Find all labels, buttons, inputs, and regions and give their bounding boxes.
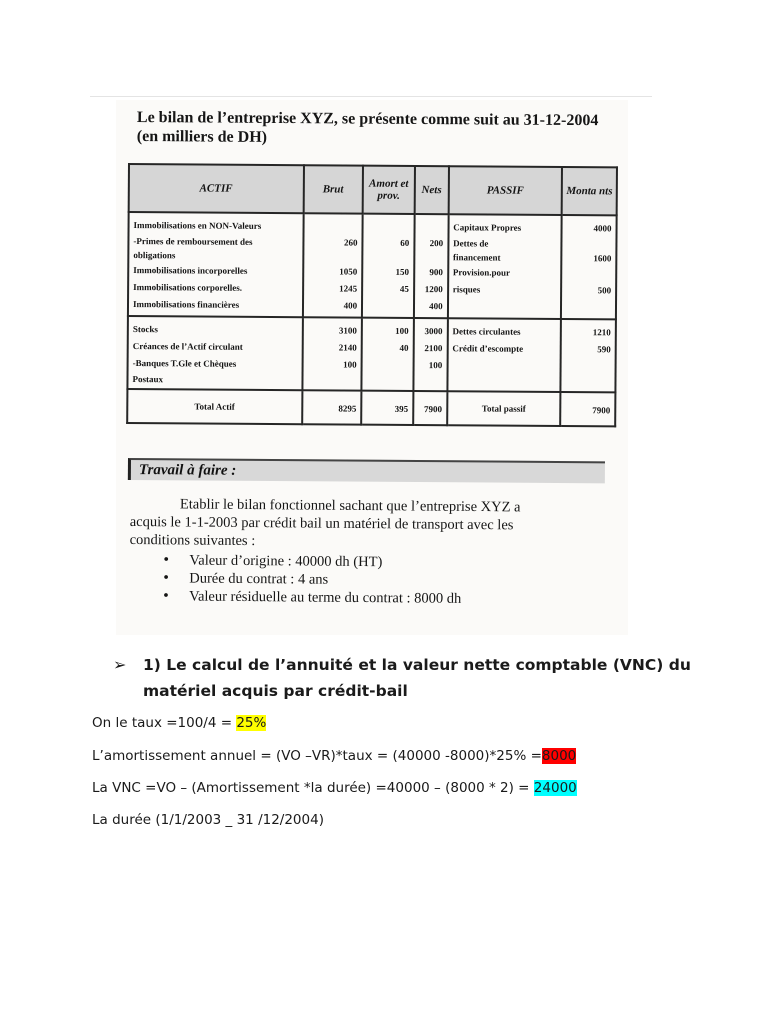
passif-label [452,357,556,375]
amort-value: 45 [399,283,409,294]
passif-label [453,298,557,316]
actif-label: Immobilisations financières [132,299,240,310]
passif-cell [447,318,561,392]
amort-cell [361,318,413,391]
arrow-bullet-icon: ➢ [113,655,127,674]
travail-heading-bar [128,458,605,483]
list-item: • Valeur résiduelle au terme du contrat : 8000 dh [189,588,619,610]
header-nets: Nets [414,166,448,214]
total-montants: 7900 [560,392,615,426]
montant-value: 4000 [593,223,612,234]
actif-label: Postaux [132,374,164,385]
amort-value [365,357,409,374]
actif-label: -Primes de remboursement des [133,236,253,247]
actif-label: obligations [133,250,176,261]
nets-value [417,250,443,264]
highlight-taux: 25% [236,715,267,731]
instruction-line: conditions suivantes : [129,531,256,550]
header-amort: Amort et prov. [363,166,415,214]
amort-value: 100 [395,325,409,336]
brut-value: 260 [343,237,358,248]
nets-cell [413,318,447,391]
calc-line-taux [92,713,266,733]
actif-label: Immobilisations incorporelles [133,265,248,276]
header-actif: ACTIF [129,164,304,213]
table-row-immobilisations [128,212,617,319]
actif-label: Créances de l’Actif circulant [132,341,243,352]
amort-value: 40 [399,342,409,353]
actif-label: -Banques T.Gle et Chèques [132,358,237,369]
scanned-exercise-image [116,100,628,635]
amort-value [365,298,409,315]
travail-instructions [129,495,620,609]
nets-value: 400 [429,301,443,312]
montant-value: 500 [597,285,612,296]
calc-text: La VNC =VO – (Amortissement *la durée) =40000 – (8000 * 2) = [92,780,534,796]
conditions-list [129,551,619,609]
brut-value: 1245 [339,283,358,294]
brut-value [305,373,357,387]
header-brut: Brut [303,165,363,213]
montant-value: 590 [597,344,611,355]
nets-value: 1200 [424,284,443,295]
brut-value: 100 [343,359,357,370]
list-item: • Durée du contrat : 4 ans [189,570,619,592]
passif-label: risques [452,284,481,295]
calc-text: L’amortissement annuel = (VO –VR)*taux = (40000 -8000)*25% = [92,748,542,764]
table-row-totals [127,389,615,426]
instruction-line: Etablir le bilan fonctionnel sachant que l’entreprise XYZ a [179,496,521,516]
montants-cell [561,319,616,392]
nets-value: 900 [429,267,443,278]
nets-value [416,374,442,388]
montant-value [565,237,612,251]
passif-label: Capitaux Propres [453,222,522,233]
montant-value [564,299,611,316]
highlight-amortissement: 8000 [541,748,577,764]
section-title: 1) Le calcul de l’annuité et la valeur nette comptable (VNC) du matériel acquis par crédit-bail [143,656,691,700]
amort-value [365,374,409,388]
calc-line-duree [92,810,324,830]
total-actif-label: Total Actif [127,389,302,424]
amort-value: 150 [395,266,410,277]
nets-value: 200 [429,238,444,249]
table-row-circulant [127,316,615,392]
total-brut: 8295 [302,390,362,424]
actif-cell [127,316,302,390]
list-item: • Valeur d’origine : 40000 dh (HT) [189,552,619,574]
exercise-title-line2: (en milliers de DH) [136,127,268,146]
bilan-header-row [129,164,617,215]
travail-heading: Travail à faire : [138,462,237,479]
passif-label: Provision.pour [452,267,511,278]
exercise-title-line1: Le bilan de l’entreprise XYZ, se présente comme suit au 31-12-2004 [136,108,599,130]
brut-value [306,218,358,235]
instruction-line: acquis le 1-1-2003 par crédit bail un matériel de transport avec les [129,513,514,534]
calc-text: La durée (1/1/2003 _ 31 /12/2004) [92,812,324,828]
brut-value: 2140 [338,342,357,353]
montant-value: 1600 [593,253,612,264]
exercise-title [137,108,617,149]
nets-value: 2100 [424,343,443,354]
amort-value [365,250,409,264]
montants-cell [561,215,616,319]
amort-value [366,219,410,236]
header-montants: Monta nts [562,167,617,215]
calc-text: On le taux =100/4 = [92,715,237,731]
brut-value: 400 [343,300,358,311]
highlight-vnc: 24000 [533,780,577,796]
passif-label: Crédit d’escompte [452,343,524,354]
amort-value: 60 [400,237,410,248]
bilan-table [126,163,618,427]
total-nets: 7900 [413,391,447,425]
passif-label: Dettes circulantes [452,326,521,337]
brut-value: 1050 [339,266,358,277]
nets-value: 100 [428,360,443,371]
top-divider [90,96,652,97]
passif-label [452,374,556,389]
calc-line-vnc [92,778,577,798]
montant-value [564,358,611,375]
amort-cell [362,214,414,318]
header-passif: PASSIF [448,166,562,215]
nets-value [417,219,443,236]
actif-cell [128,212,303,317]
actif-label: Immobilisations en NON-Valeurs [133,220,262,231]
actif-label: Immobilisations corporelles. [133,282,243,293]
montant-value [564,265,611,282]
brut-cell [302,317,362,390]
nets-cell [414,214,449,318]
montant-value [564,375,611,389]
brut-value: 3100 [338,325,357,336]
total-amort: 395 [361,391,413,425]
nets-value: 3000 [424,326,443,337]
total-passif-label: Total passif [447,391,561,426]
brut-value [306,249,358,263]
actif-label: Stocks [132,324,158,335]
passif-label: financement [453,252,501,263]
passif-cell [448,214,562,319]
calc-line-amortissement [92,746,576,766]
passif-label: Dettes de [453,238,489,249]
montant-value: 1210 [592,327,611,338]
brut-cell [302,213,362,317]
